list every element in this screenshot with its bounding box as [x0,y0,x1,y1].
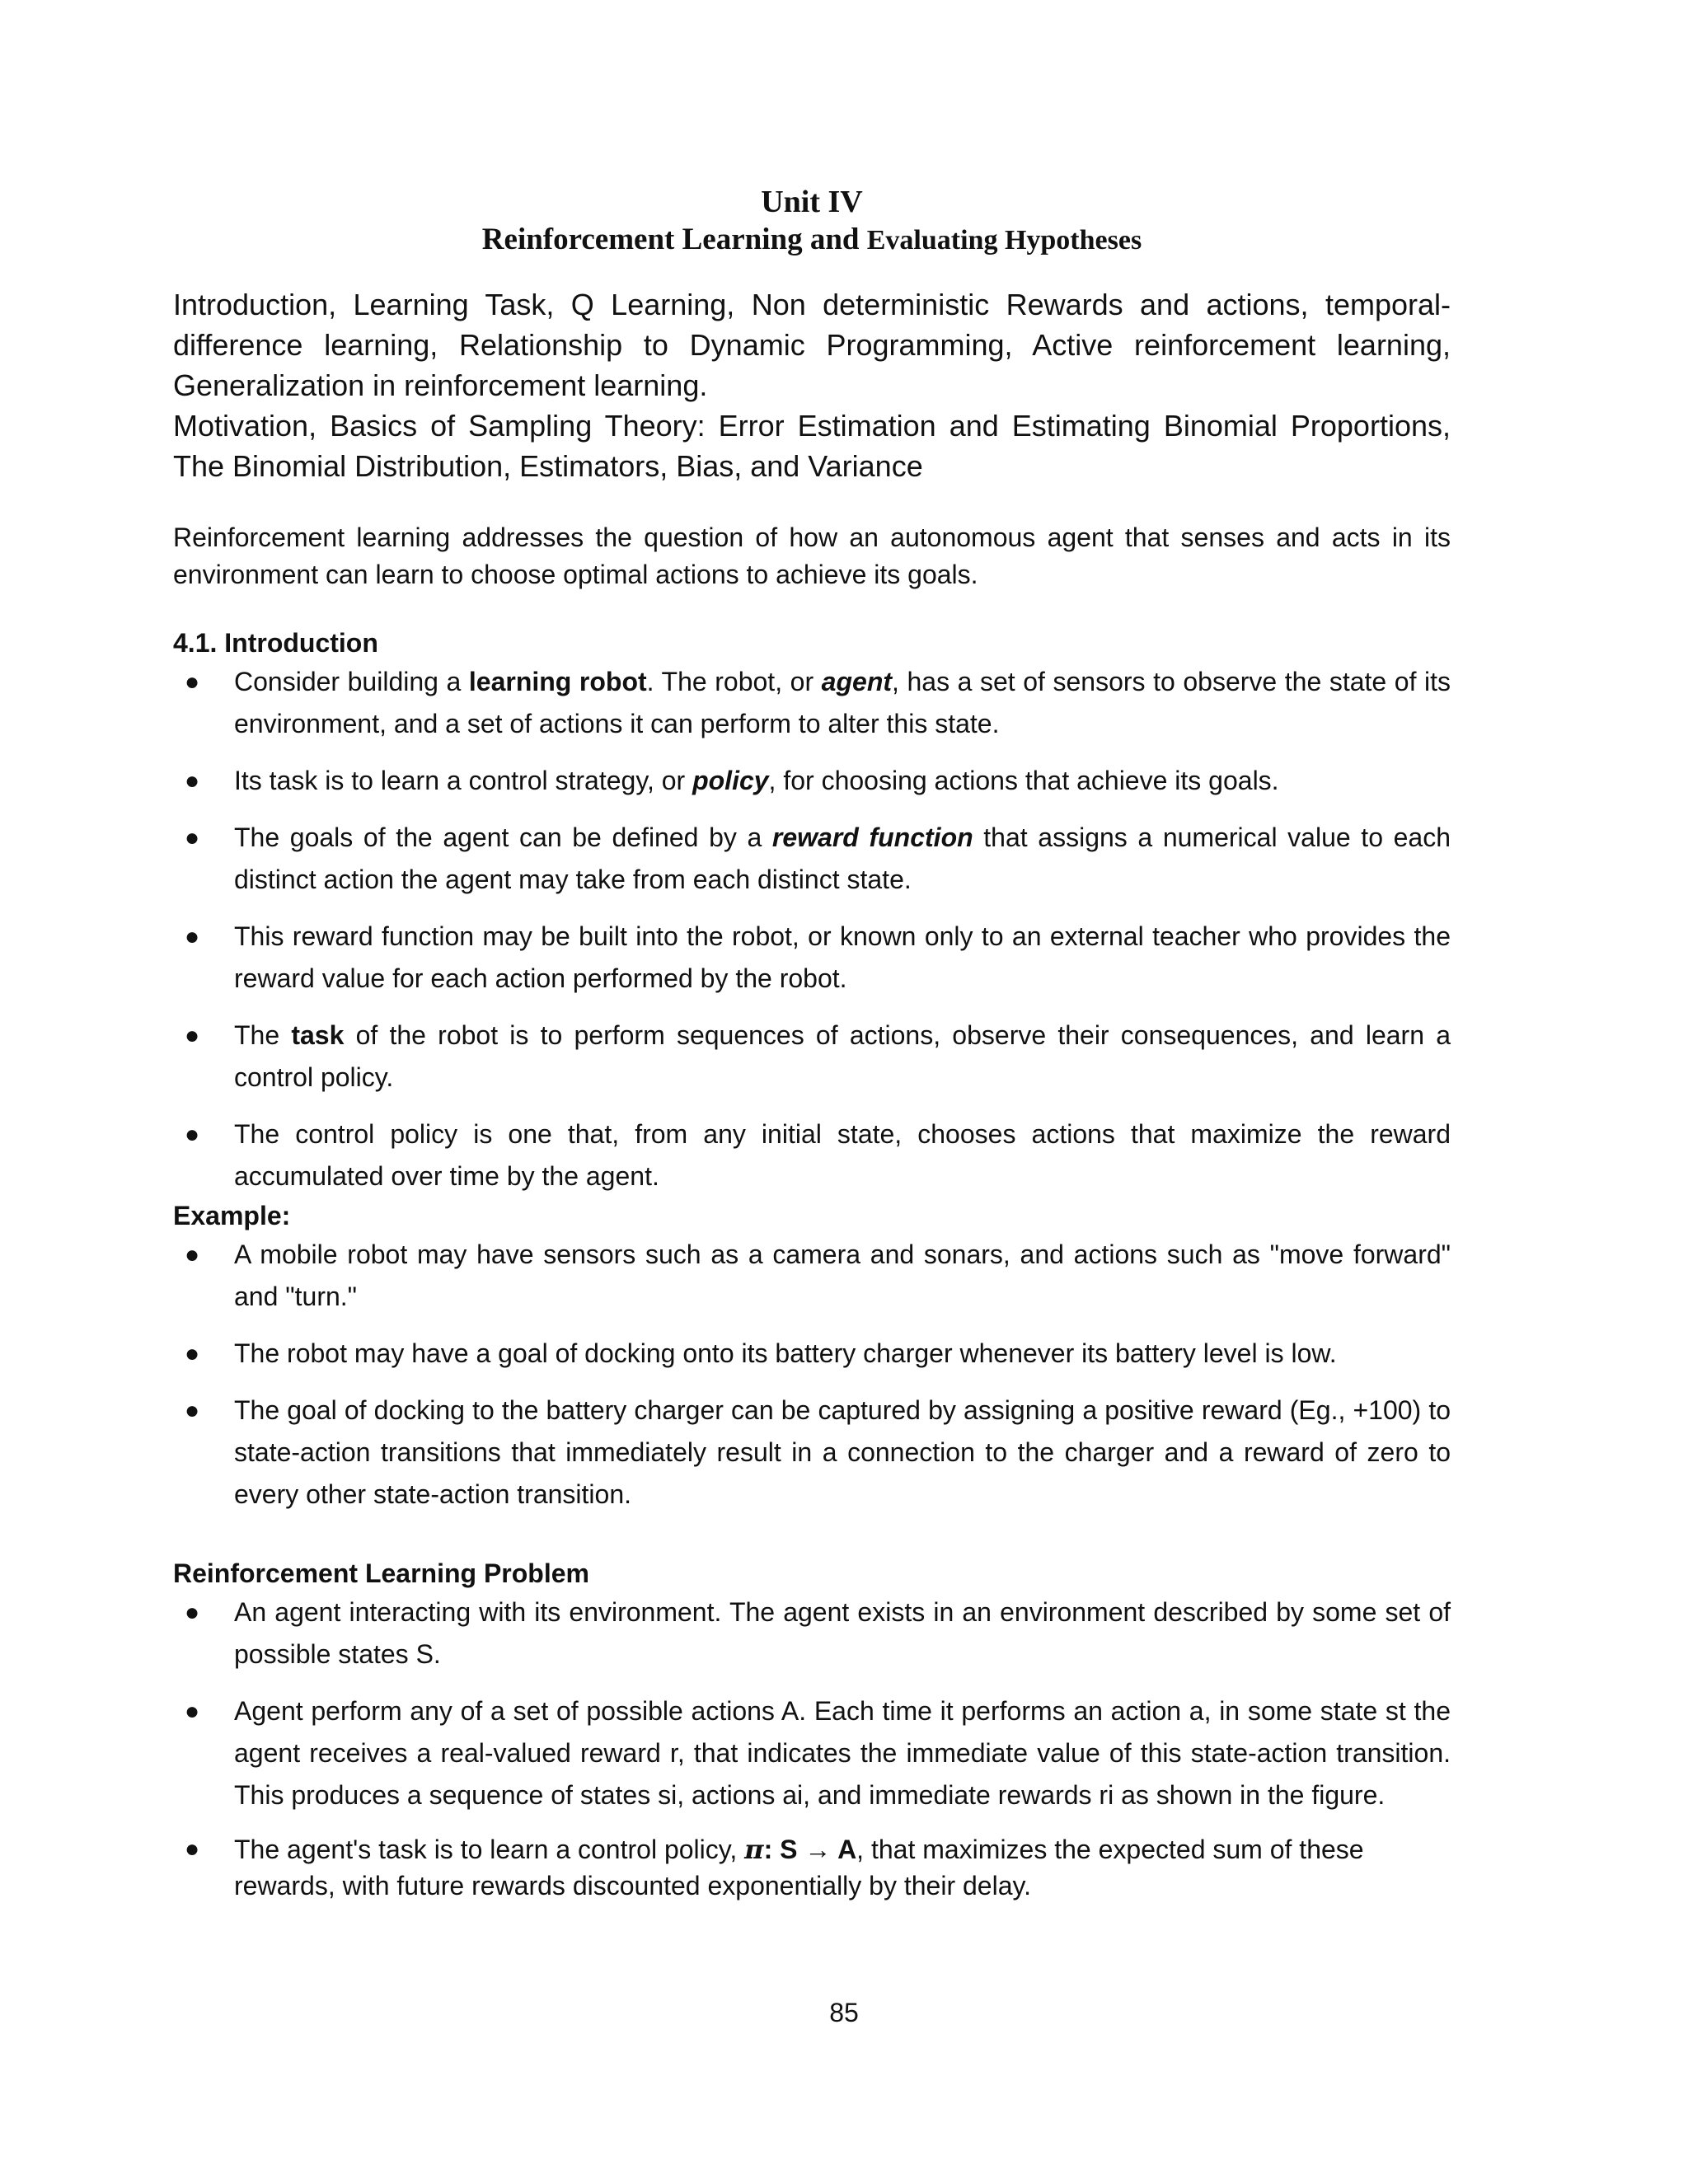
bullet-icon: ● [185,1340,200,1367]
syllabus-line-rl: Introduction, Learning Task, Q Learning, Non deterministic Rewards and actions, temporal-difference learning, Relationship to Dynamic Programming, Active reinforcement learning, Generalization in reinforcement learning. [173,288,1451,402]
list-item: ● The task of the robot is to perform sequences of actions, observe their consequences, and learn a control policy. [173,1015,1451,1099]
bullet-icon: ● [185,767,200,794]
list-item: ● The goals of the agent can be defined by a reward function that assigns a numerical value to each distinct action the agent may take from each distinct state. [173,817,1451,901]
syllabus-block [173,284,1451,486]
chapter-title [173,221,1451,260]
bullet-icon: ● [185,1022,200,1049]
list-item: ● The robot may have a goal of docking onto its battery charger whenever its battery level is low. [173,1333,1451,1375]
bullet-icon: ● [185,1835,200,1863]
chapter-title-main: Reinforcement Learning and [481,223,860,256]
bullet-icon: ● [185,668,200,696]
introduction-list [173,661,1451,1197]
bullet-icon: ● [185,1397,200,1424]
list-item: ● Its task is to learn a control strategy, or policy, for choosing actions that achieve its goals. [173,760,1451,802]
bullet-icon: ● [185,1599,200,1626]
list-item: ● This reward function may be built into the robot, or known only to an external teacher who provides the reward value for each action performed by the robot. [173,916,1451,1000]
section-heading-rl-problem: Reinforcement Learning Problem [173,1558,589,1588]
list-item: ● Agent perform any of a set of possible actions A. Each time it performs an action a, in some state st the agent receives a real-valued reward r, that indicates the immediate value of this state-action transition. This produces a sequence of states si, actions ai, and immediate rewards ri as shown in the figure. [173,1690,1451,1816]
section-heading-example: Example: [173,1201,291,1230]
page-number: 85 [829,1998,859,2027]
list-item: ● The agent's task is to learn a control policy, π: S → A, that maximizes the expected sum of these rewards, with future rewards discounted exponentially by their delay. [173,1831,1451,1904]
intro-paragraph: Reinforcement learning addresses the question of how an autonomous agent that senses and acts in its environment can learn to choose optimal actions to achieve its goals. [173,523,1451,589]
bullet-icon: ● [185,1698,200,1725]
bullet-icon: ● [185,824,200,851]
bullet-icon: ● [185,1241,200,1268]
list-item: ● Consider building a learning robot. The robot, or agent, has a set of sensors to observe the state of its environment, and a set of actions it can perform to alter this state. [173,661,1451,745]
bullet-icon: ● [185,1121,200,1148]
list-item: ● A mobile robot may have sensors such as a camera and sonars, and actions such as "move forward" and "turn." [173,1234,1451,1318]
rl-problem-list [173,1591,1451,1904]
bullet-icon: ● [185,923,200,950]
list-item: ● The control policy is one that, from any initial state, chooses actions that maximize the reward accumulated over time by the agent. [173,1113,1451,1197]
page-content [173,183,1451,1904]
example-list [173,1234,1451,1516]
pi-symbol: π [744,1834,764,1865]
chapter-title-tail: Evaluating Hypotheses [866,225,1142,255]
section-heading-introduction: 4.1. Introduction [173,628,378,658]
list-item: ● An agent interacting with its environment. The agent exists in an environment described by some set of possible states S. [173,1591,1451,1675]
list-item: ● The goal of docking to the battery charger can be captured by assigning a positive reward (Eg., +100) to state-action transitions that immediately result in a connection to the charger and a reward of zero to every other state-action transition. [173,1390,1451,1516]
syllabus-line-hypotheses: Motivation, Basics of Sampling Theory: Error Estimation and Estimating Binomial Proportions, The Binomial Distribution, Estimators, Bias, and Variance [173,409,1451,483]
unit-title: Unit IV [761,185,863,219]
